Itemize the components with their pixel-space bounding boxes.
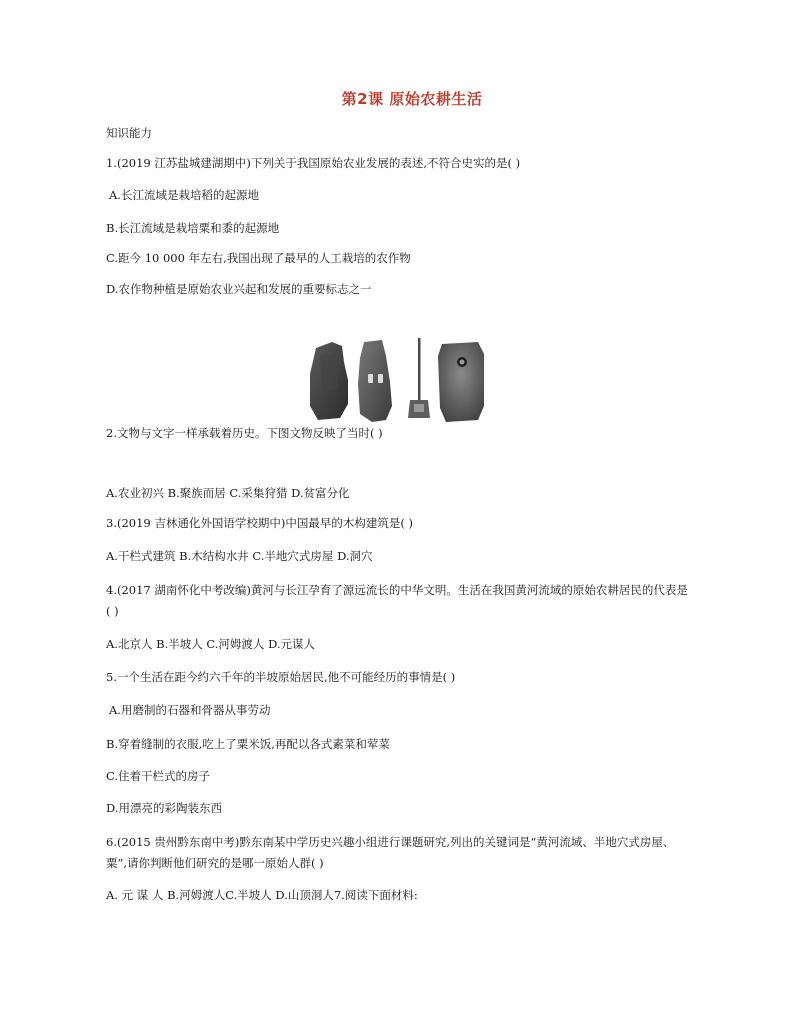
section-heading: 知识能力 — [106, 126, 152, 140]
question-1-option-b: B.长江流域是栽培粟和黍的起源地 — [106, 221, 280, 235]
question-5-option-d: D.用漂亮的彩陶装东西 — [106, 801, 222, 815]
wooden-handle — [418, 338, 421, 408]
question-1-option-c: C.距今 10 000 年左右,我国出现了最早的人工栽培的农作物 — [106, 251, 411, 265]
question-4-stem-line-2: ( ) — [106, 604, 119, 618]
artifact-image — [302, 334, 488, 426]
question-6-stem-line-2: 粟”,请你判断他们研究的是哪一原始人群( ) — [106, 856, 324, 870]
question-5-option-c: C.住着干栏式的房子 — [106, 769, 211, 783]
question-6-options: A. 元 谋 人 B.河姆渡人C.半坡人 D.山顶洞人7.阅读下面材料: — [106, 888, 418, 902]
question-5-option-a: A.用磨制的石器和骨器从事劳动 — [109, 703, 271, 717]
question-3-options: A.干栏式建筑 B.木结构水井 C.半地穴式房屋 D.洞穴 — [106, 549, 373, 563]
question-6-stem-line-1: 6.(2015 贵州黔东南中考)黔东南某中学历史兴趣小组进行课题研究,列出的关键词是“黄河流域、半地穴式房屋、 — [106, 835, 675, 849]
question-1-option-d: D.农作物种植是原始农业兴起和发展的重要标志之一 — [106, 282, 372, 296]
stone-axe — [438, 342, 484, 422]
question-5-stem: 5.一个生活在距今约六千年的半坡原始居民,他不可能经历的事情是( ) — [106, 670, 456, 684]
question-3-stem: 3.(2019 吉林通化外国语学校期中)中国最早的木构建筑是( ) — [106, 516, 413, 530]
question-2-stem: 2.文物与文字一样承载着历史。下图文物反映了当时( ) — [106, 426, 383, 440]
question-4-options: A.北京人 B.半坡人 C.河姆渡人 D.元谋人 — [106, 637, 316, 651]
lesson-title: 第2课 原始农耕生活 — [341, 90, 483, 108]
question-1-stem: 1.(2019 江苏盐城建湖期中)下列关于我国原始农业发展的表述,不符合史实的是( ) — [106, 156, 521, 170]
question-2-options: A.农业初兴 B.聚族而居 C.采集狩猎 D.贫富分化 — [106, 486, 350, 500]
question-5-option-b: B.穿着缝制的衣服,吃上了粟米饭,再配以各式素菜和荤菜 — [106, 737, 390, 751]
stone-tools-photo — [302, 334, 488, 426]
question-1-option-a: A.长江流域是栽培稻的起源地 — [109, 188, 259, 202]
question-4-stem-line-1: 4.(2017 湖南怀化中考改编)黄河与长江孕育了源远流长的中华文明。生活在我国黄河流域的原始农耕居民的代表是 — [106, 583, 688, 597]
bone-spade-2 — [358, 340, 392, 422]
